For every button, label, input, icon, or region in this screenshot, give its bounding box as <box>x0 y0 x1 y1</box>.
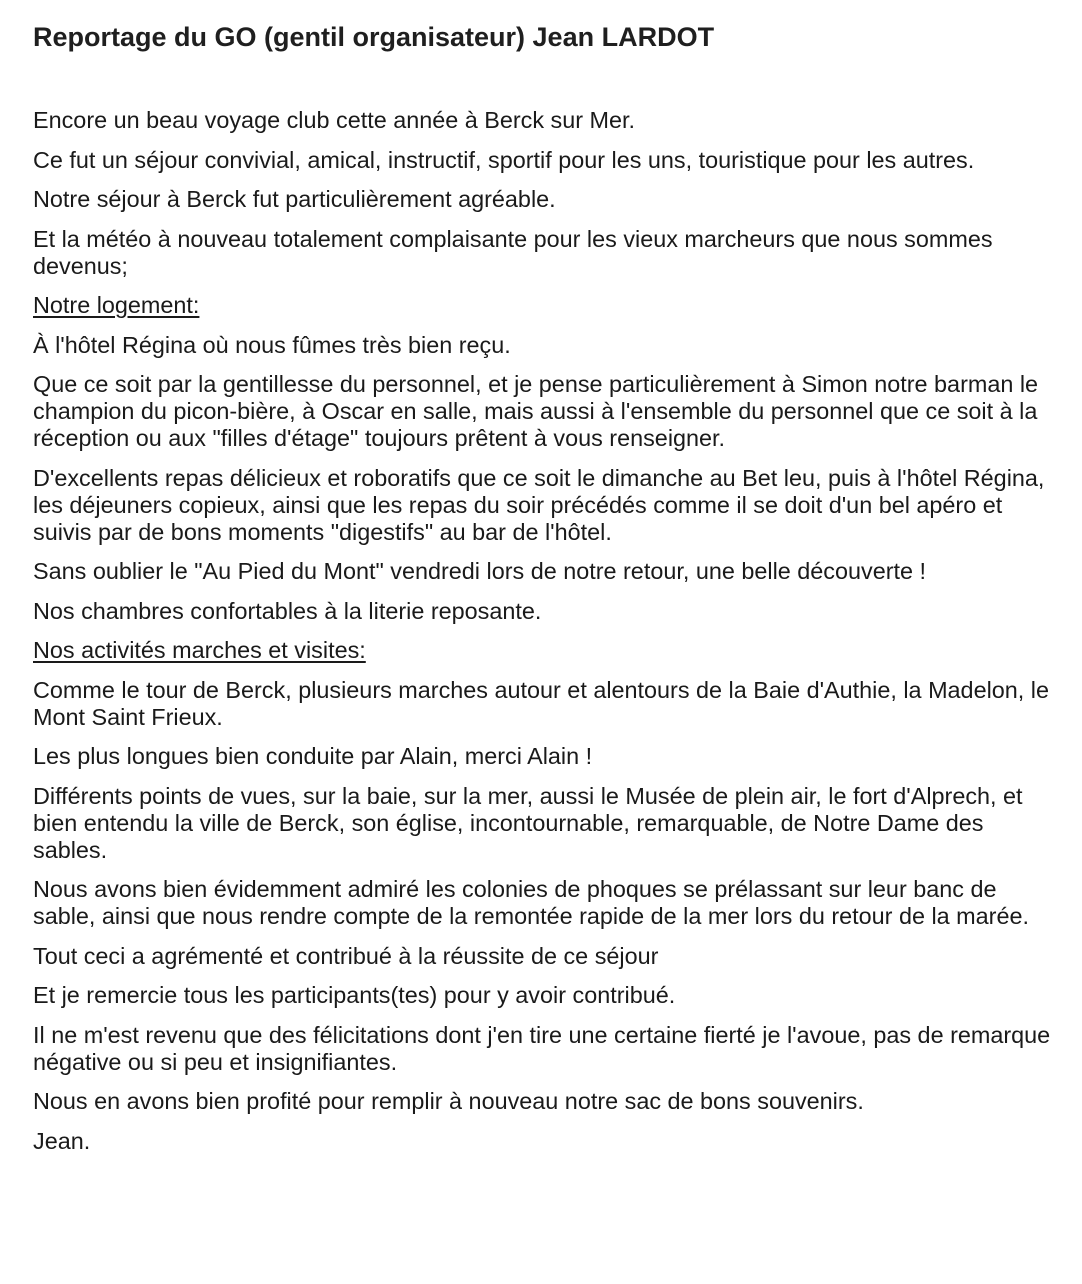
paragraph: Notre séjour à Berck fut particulièrement agréable. <box>33 186 556 212</box>
document-body <box>33 107 1058 1155</box>
document-title: Reportage du GO (gentil organisateur) Jean LARDOT <box>33 22 715 52</box>
paragraph: Nous avons bien évidemment admiré les colonies de phoques se prélassant sur leur banc de sable, ainsi que nous rendre compte de la remontée rapide de la mer lors du retour de la marée. <box>33 876 1029 929</box>
paragraph: Que ce soit par la gentillesse du personnel, et je pense particulièrement à Simon notre barman le champion du picon-bière, à Oscar en salle, mais aussi à l'ensemble du personnel que ce soit à la réception ou aux "filles d'étage" toujours prêtent à vous renseigner. <box>33 371 1039 451</box>
paragraph: Les plus longues bien conduite par Alain, merci Alain ! <box>33 743 593 769</box>
paragraph: Ce fut un séjour convivial, amical, instructif, sportif pour les uns, touristique pour les autres. <box>33 146 975 173</box>
paragraph: Tout ceci a agrémenté et contribué à la réussite de ce séjour <box>33 942 659 969</box>
section-heading: Notre logement: <box>33 292 200 318</box>
paragraph: Différents points de vues, sur la baie, sur la mer, aussi le Musée de plein air, le fort d'Alprech, et bien entendu la ville de Berck, son église, incontournable, remarquable, de Notre Dame des sables. <box>33 782 1023 863</box>
paragraph: À l'hôtel Régina où nous fûmes très bien reçu. <box>33 331 511 358</box>
paragraph: Sans oublier le "Au Pied du Mont" vendredi lors de notre retour, une belle découverte ! <box>33 558 927 584</box>
paragraph: D'excellents repas délicieux et roboratifs que ce soit le dimanche au Bet leu, puis à l'hôtel Régina, les déjeuners copieux, ainsi que les repas du soir précédés comme il se doit d'un bel apéro et suivis par de bons moments "digestifs" au bar de l'hôtel. <box>33 464 1045 545</box>
section-heading: Nos activités marches et visites: <box>33 637 366 663</box>
paragraph: Il ne m'est revenu que des félicitations dont j'en tire une certaine fierté je l'avoue, pas de remarque négative ou si peu et insignifiantes. <box>33 1021 1051 1075</box>
paragraph: Nos chambres confortables à la literie reposante. <box>33 597 542 624</box>
paragraph: Nous en avons bien profité pour remplir à nouveau notre sac de bons souvenirs. <box>33 1088 864 1114</box>
paragraph: Comme le tour de Berck, plusieurs marches autour et alentours de la Baie d'Authie, la Madelon, le Mont Saint Frieux. <box>33 676 1049 730</box>
paragraph: Encore un beau voyage club cette année à Berck sur Mer. <box>33 107 636 133</box>
paragraph: Jean. <box>33 1127 91 1154</box>
paragraph: Et je remercie tous les participants(tes) pour y avoir contribué. <box>33 982 676 1008</box>
paragraph: Et la météo à nouveau totalement complaisante pour les vieux marcheurs que nous sommes devenus; <box>33 225 993 279</box>
